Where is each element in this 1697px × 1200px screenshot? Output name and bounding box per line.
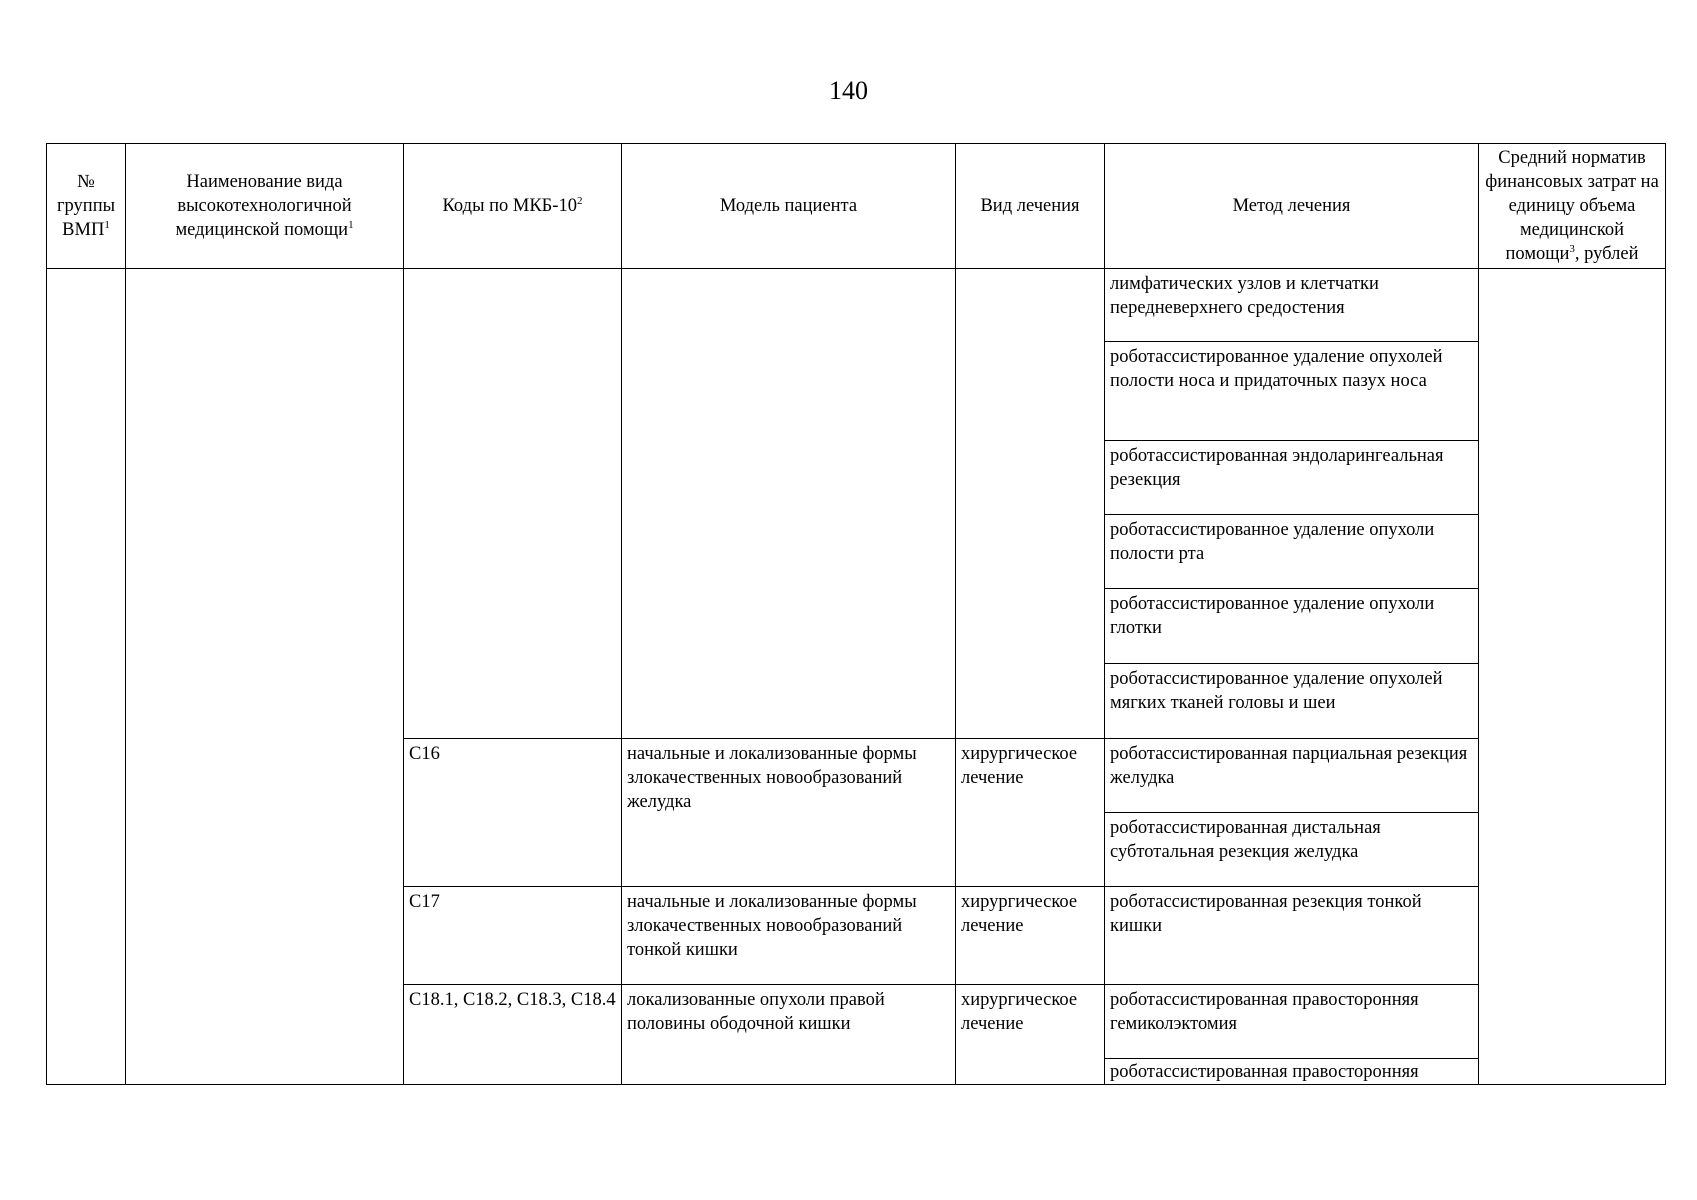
icd-codes-cell bbox=[404, 269, 622, 739]
table-row bbox=[47, 269, 1666, 342]
method-cell: роботассистированное удаление опухолей полости носа и придаточных пазух носа bbox=[1105, 342, 1479, 441]
patient-model-c16: начальные и локализованные формы злокачественных новообразований желудка bbox=[622, 739, 956, 887]
icd-code-c18: C18.1, C18.2, C18.3, C18.4 bbox=[404, 985, 622, 1085]
header-treatment-type: Вид лечения bbox=[956, 144, 1105, 269]
method-cell: роботассистированная парциальная резекция желудка bbox=[1105, 739, 1479, 813]
method-cell: лимфатических узлов и клетчатки передневерхнего средостения bbox=[1105, 269, 1479, 342]
icd-code-c16: C16 bbox=[404, 739, 622, 887]
treatment-type-c18: хирургическое лечение bbox=[956, 985, 1105, 1085]
header-cost-norm: Средний норматив финансовых затрат на единицу объема медицинской помощи$^3$, рублей bbox=[1479, 144, 1666, 269]
header-care-type: Наименование вида высокотехнологичной медицинской помощи$^1$ bbox=[126, 144, 404, 269]
method-cell: роботассистированное удаление опухолей мягких тканей головы и шеи bbox=[1105, 664, 1479, 739]
icd-code-c17: C17 bbox=[404, 887, 622, 985]
patient-model-c18: локализованные опухоли правой половины ободочной кишки bbox=[622, 985, 956, 1085]
method-cell: роботассистированное удаление опухоли глотки bbox=[1105, 589, 1479, 664]
page-number: 140 bbox=[829, 76, 868, 105]
treatment-type-c17: хирургическое лечение bbox=[956, 887, 1105, 985]
treatment-type-c16: хирургическое лечение bbox=[956, 739, 1105, 887]
patient-model-c17: начальные и локализованные формы злокачественных новообразований тонкой кишки bbox=[622, 887, 956, 985]
header-icd-codes: Коды по МКБ-$10^2$ bbox=[404, 144, 622, 269]
header-treatment-method: Метод лечения bbox=[1105, 144, 1479, 269]
treatment-type-cell bbox=[956, 269, 1105, 739]
method-cell: роботассистированная правосторонняя bbox=[1105, 1059, 1479, 1085]
group-no-cell bbox=[47, 269, 126, 1085]
method-cell: роботассистированная резекция тонкой кишки bbox=[1105, 887, 1479, 985]
table-header-row bbox=[47, 144, 1666, 269]
method-cell: роботассистированная эндоларингеальная резекция bbox=[1105, 441, 1479, 515]
header-patient-model: Модель пациента bbox=[622, 144, 956, 269]
cost-norm-cell bbox=[1479, 269, 1666, 1085]
header-group-no: № группы ВМП$^1$ bbox=[47, 144, 126, 269]
method-cell: роботассистированная дистальная субтотальная резекция желудка bbox=[1105, 813, 1479, 887]
method-cell: роботассистированное удаление опухоли полости рта bbox=[1105, 515, 1479, 589]
treatment-table bbox=[46, 143, 1666, 1085]
care-type-cell bbox=[126, 269, 404, 1085]
patient-model-cell bbox=[622, 269, 956, 739]
method-cell: роботассистированная правосторонняя гемиколэктомия bbox=[1105, 985, 1479, 1059]
